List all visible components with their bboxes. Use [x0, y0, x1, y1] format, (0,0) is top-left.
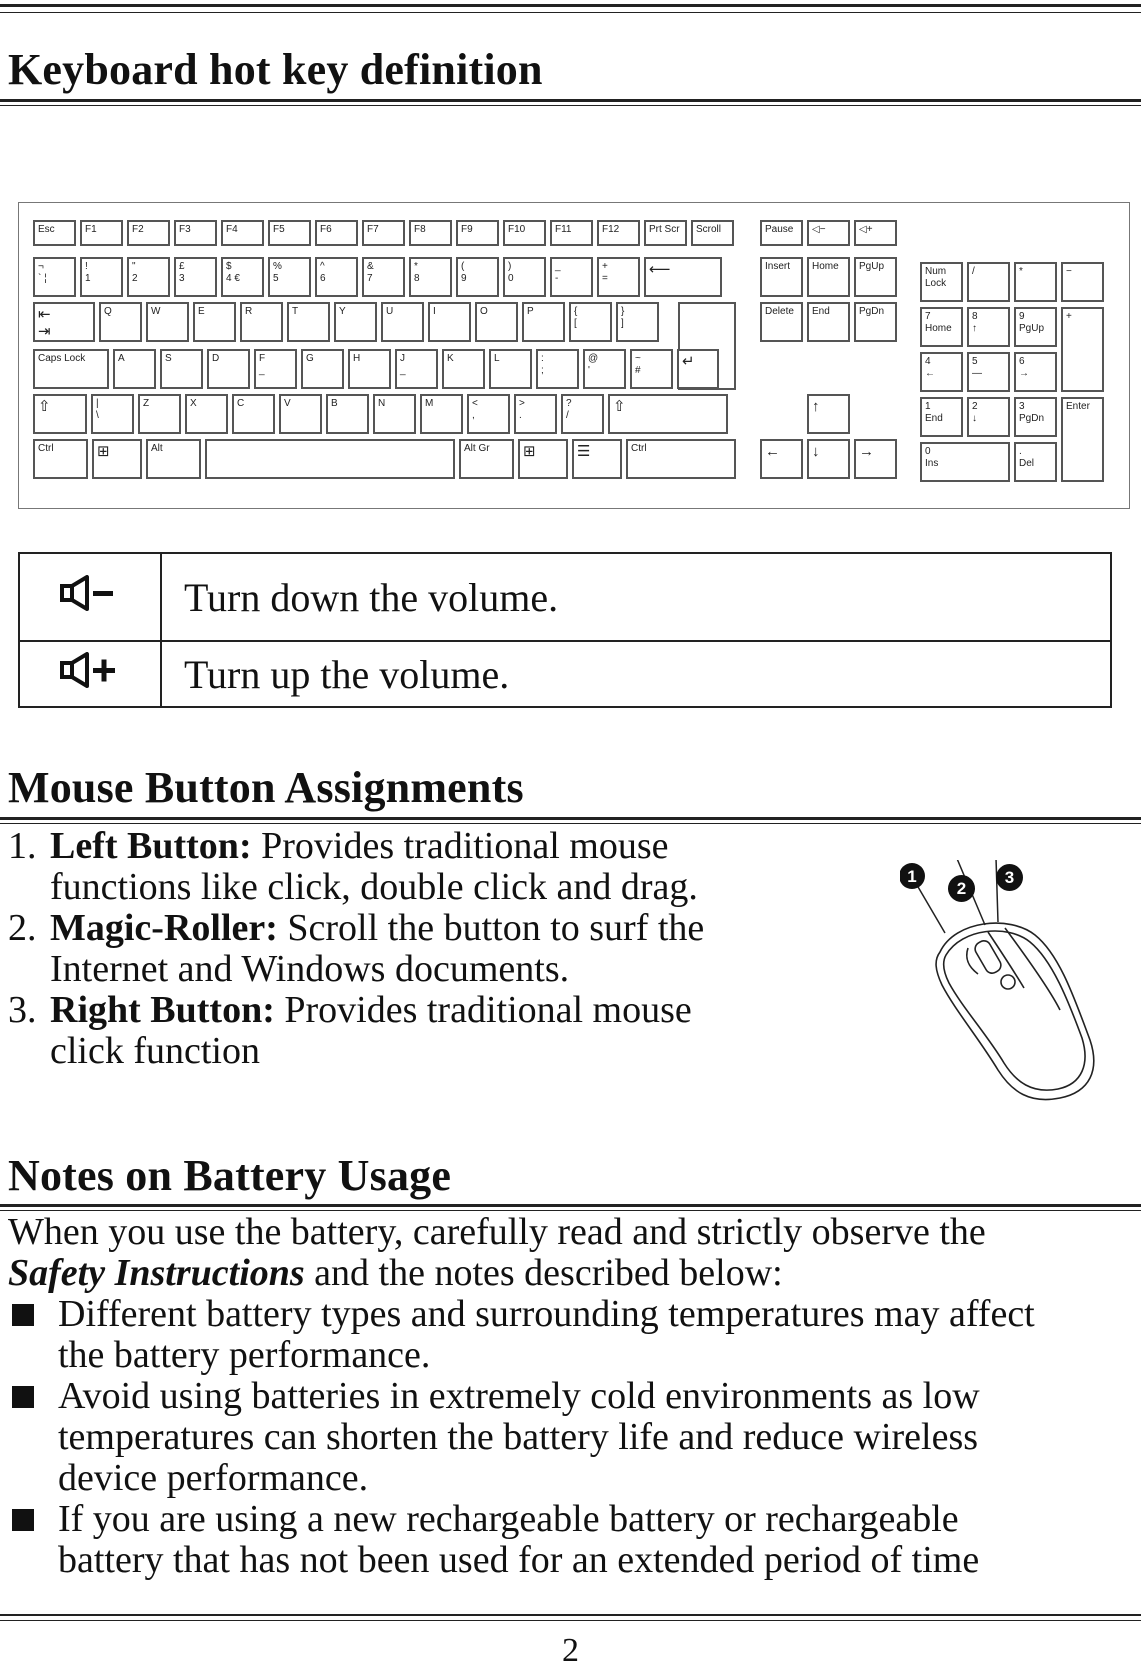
key-fn: F7: [362, 220, 405, 246]
battery-bullet: [12, 1499, 1132, 1581]
page-number: 2: [562, 1632, 579, 1669]
key-letter-row: W: [146, 302, 189, 342]
bullet-line: the battery performance.: [58, 1334, 431, 1376]
key-space-row: Ctrl: [626, 439, 736, 479]
list-item: [8, 826, 704, 867]
volume-down-icon: [59, 575, 121, 611]
key-number-row: ( 9: [456, 257, 499, 297]
footer-rule: [0, 1620, 1141, 1621]
key-navigation: Delete: [760, 302, 803, 342]
bullet-line: Different battery types and surrounding temperatures may affect: [58, 1293, 1035, 1335]
key-bottom-letter-row: > .: [514, 394, 557, 434]
mouse-button-list: [8, 826, 704, 1072]
key-bottom-letter-row: | \: [91, 394, 134, 434]
key-numpad: 7 Home: [920, 307, 963, 347]
key-numpad: 5 —: [967, 352, 1010, 392]
list-item: [8, 867, 704, 908]
bullet-line: If you are using a new rechargeable battery or rechargeable: [58, 1498, 959, 1540]
section-title-battery: Notes on Battery Usage: [8, 1151, 452, 1200]
footer-rule: [0, 1614, 1141, 1616]
list-term: Right Button:: [50, 989, 275, 1031]
bullet-text: [58, 1294, 1035, 1376]
key-home-row: H: [348, 349, 391, 389]
key-navigation: PgDn: [854, 302, 897, 342]
key-fn: F4: [221, 220, 264, 246]
bullet-text: [58, 1376, 980, 1499]
key-fn: F1: [80, 220, 123, 246]
mouse-body-outline: [936, 923, 1094, 1099]
key-home-row: D: [207, 349, 250, 389]
key-home-row: K: [442, 349, 485, 389]
list-indent: [8, 1031, 50, 1072]
section-title-mouse: Mouse Button Assignments: [8, 763, 524, 812]
key-space-row: ⊞: [518, 439, 568, 479]
key-number-row: £ 3: [174, 257, 217, 297]
mouse-illustration: [900, 860, 1110, 1105]
key-number-row: * 8: [409, 257, 452, 297]
key-arrow-left: ←: [760, 439, 803, 479]
key-home-row: A: [113, 349, 156, 389]
mouse-body-inner: [944, 931, 1085, 1090]
key-numpad: 3 PgDn: [1014, 397, 1057, 437]
key-bottom-letter-row: C: [232, 394, 275, 434]
table-row: [19, 641, 1111, 707]
key-number-row: $ 4 €: [221, 257, 264, 297]
section-rule: [0, 99, 1141, 102]
callout-1: 1: [907, 867, 917, 886]
bullet-line: Avoid using batteries in extremely cold environments as low: [58, 1375, 980, 1417]
key-letter-row: { [: [569, 302, 612, 342]
key-number-row: ! 1: [80, 257, 123, 297]
volume-up-description: Turn up the volume.: [161, 641, 1111, 707]
key-letter-row: E: [193, 302, 236, 342]
key-media: ◁+: [854, 220, 897, 246]
key-number-row: ⟵: [644, 257, 722, 297]
key-number-row: " 2: [127, 257, 170, 297]
key-numpad: *: [1014, 262, 1057, 302]
key-navigation: PgUp: [854, 257, 897, 297]
intro-rest: and the notes described below:: [304, 1252, 783, 1294]
key-numpad: Num Lock: [920, 262, 963, 302]
key-number-row: ^ 6: [315, 257, 358, 297]
section-rule: [0, 817, 1141, 820]
key-space-row: Alt: [146, 439, 201, 479]
key-letter-row: Q: [99, 302, 142, 342]
top-rule: [0, 4, 1141, 13]
section-rule: [0, 105, 1141, 106]
list-line: Scroll the button to surf the: [277, 907, 705, 949]
bullet-line: temperatures can shorten the battery life and reduce wireless: [58, 1416, 979, 1458]
keyboard-illustration: [18, 202, 1130, 509]
key-number-row: % 5: [268, 257, 311, 297]
table-row: [19, 553, 1111, 641]
list-line: Provides traditional mouse: [251, 825, 669, 867]
list-item: [8, 908, 704, 949]
key-letter-row: } ]: [616, 302, 659, 342]
key-home-row: G: [301, 349, 344, 389]
bullet-line: device performance.: [58, 1457, 369, 1499]
key-media: ◁−: [807, 220, 850, 246]
section-title-keyboard: Keyboard hot key definition: [8, 45, 543, 94]
key-navigation: Insert: [760, 257, 803, 297]
list-line: Internet and Windows documents.: [50, 948, 570, 990]
list-item: [8, 949, 704, 990]
list-text: [50, 908, 704, 949]
mouse-center-button: [1001, 975, 1015, 989]
key-bottom-letter-row: ⇧: [33, 394, 87, 434]
key-fn: F3: [174, 220, 217, 246]
key-numpad: 6 →: [1014, 352, 1057, 392]
key-space-row: Alt Gr: [459, 439, 514, 479]
key-space-row: [205, 439, 455, 479]
key-letter-row: R: [240, 302, 283, 342]
key-space-row: ⊞: [92, 439, 142, 479]
key-number-row: & 7: [362, 257, 405, 297]
key-letter-row: U: [381, 302, 424, 342]
key-numpad: . Del: [1014, 442, 1057, 482]
key-numpad: +: [1061, 307, 1104, 392]
intro-line: [8, 1253, 1128, 1294]
key-bottom-letter-row: < ,: [467, 394, 510, 434]
bullet-square-icon: [12, 1304, 34, 1326]
key-arrow-up: ↑: [807, 394, 850, 434]
key-numpad: 2 ↓: [967, 397, 1010, 437]
key-home-row: @ ': [583, 349, 626, 389]
key-fn: F8: [409, 220, 452, 246]
callout-3: 3: [996, 864, 1023, 891]
key-number-row: _ -: [550, 257, 593, 297]
key-letter-row: O: [475, 302, 518, 342]
key-home-row: Caps Lock: [33, 349, 109, 389]
key-letter-row: P: [522, 302, 565, 342]
key-space-row: Ctrl: [33, 439, 88, 479]
bullet-line: battery that has not been used for an extended period of time: [58, 1539, 980, 1581]
key-letter-row: I: [428, 302, 471, 342]
key-media: Pause: [760, 220, 803, 246]
key-numpad: /: [967, 262, 1010, 302]
list-line: click function: [50, 1030, 260, 1072]
list-term: Left Button:: [50, 825, 252, 867]
key-navigation: End: [807, 302, 850, 342]
key-home-row: F _: [254, 349, 297, 389]
volume-down-icon-cell: [19, 553, 161, 641]
volume-up-icon: [59, 652, 121, 688]
key-arrow-down: ↓: [807, 439, 850, 479]
list-indent: [8, 949, 50, 990]
safety-instructions-emphasis: Safety Instructions: [8, 1252, 305, 1294]
key-bottom-letter-row: V: [279, 394, 322, 434]
key-numpad: 9 PgUp: [1014, 307, 1057, 347]
key-numpad: 0 Ins: [920, 442, 1010, 482]
volume-down-description: Turn down the volume.: [161, 553, 1111, 641]
key-fn: F6: [315, 220, 358, 246]
callout-2: 2: [948, 875, 975, 902]
battery-bullet: [12, 1376, 1132, 1499]
key-home-row: ↵: [677, 349, 719, 389]
bullet-square-icon: [12, 1386, 34, 1408]
key-bottom-letter-row: X: [185, 394, 228, 434]
bullet-square-icon: [12, 1509, 34, 1531]
key-letter-row: ⇤ ⇥: [33, 302, 95, 342]
key-fn: F2: [127, 220, 170, 246]
key-letter-row: Y: [334, 302, 377, 342]
section-rule: [0, 823, 1141, 824]
key-bottom-letter-row: B: [326, 394, 369, 434]
section-rule: [0, 1204, 1141, 1207]
key-letter-row: T: [287, 302, 330, 342]
key-bottom-letter-row: M: [420, 394, 463, 434]
list-indent: [8, 867, 50, 908]
mouse-scroll-wheel: [973, 938, 1004, 975]
key-number-row: + =: [597, 257, 640, 297]
list-number: 1.: [8, 825, 37, 867]
list-term: Magic-Roller:: [50, 907, 278, 949]
list-text: [50, 990, 692, 1031]
key-fn: F11: [550, 220, 593, 246]
mouse-button-divider: [988, 932, 1024, 988]
list-number: 2.: [8, 907, 37, 949]
key-home-row: L: [489, 349, 532, 389]
list-line: functions like click, double click and drag.: [50, 866, 698, 908]
key-fn: F12: [597, 220, 640, 246]
key-space-row: ☰: [572, 439, 622, 479]
hotkey-table: [18, 552, 1112, 708]
key-numpad: −: [1061, 262, 1104, 302]
key-bottom-letter-row: Z: [138, 394, 181, 434]
list-line: Provides traditional mouse: [274, 989, 692, 1031]
volume-up-icon-cell: [19, 641, 161, 707]
list-item: [8, 990, 704, 1031]
key-numpad: 1 End: [920, 397, 963, 437]
key-numpad: Enter: [1061, 397, 1104, 482]
key-number-row: ¬ ` ¦: [33, 257, 76, 297]
key-fn: Prt Scr: [644, 220, 687, 246]
key-fn: F5: [268, 220, 311, 246]
battery-intro: [8, 1212, 1128, 1294]
key-fn: Esc: [33, 220, 76, 246]
key-home-row: S: [160, 349, 203, 389]
key-bottom-letter-row: ⇧: [608, 394, 728, 434]
key-bottom-letter-row: ? /: [561, 394, 604, 434]
key-home-row: ~ #: [630, 349, 673, 389]
list-text: [50, 826, 669, 867]
key-arrow-right: →: [854, 439, 897, 479]
list-number: 3.: [8, 989, 37, 1031]
key-home-row: J _: [395, 349, 438, 389]
battery-bullet: [12, 1294, 1132, 1376]
key-fn: Scroll: [691, 220, 734, 246]
key-numpad: 4 ←: [920, 352, 963, 392]
key-numpad: 8 ↑: [967, 307, 1010, 347]
key-fn: F10: [503, 220, 546, 246]
key-home-row: : ;: [536, 349, 579, 389]
list-item: [8, 1031, 704, 1072]
key-navigation: Home: [807, 257, 850, 297]
key-fn: F9: [456, 220, 499, 246]
key-number-row: ) 0: [503, 257, 546, 297]
bullet-text: [58, 1499, 979, 1581]
intro-line: When you use the battery, carefully read and strictly observe the: [8, 1211, 986, 1253]
key-bottom-letter-row: N: [373, 394, 416, 434]
